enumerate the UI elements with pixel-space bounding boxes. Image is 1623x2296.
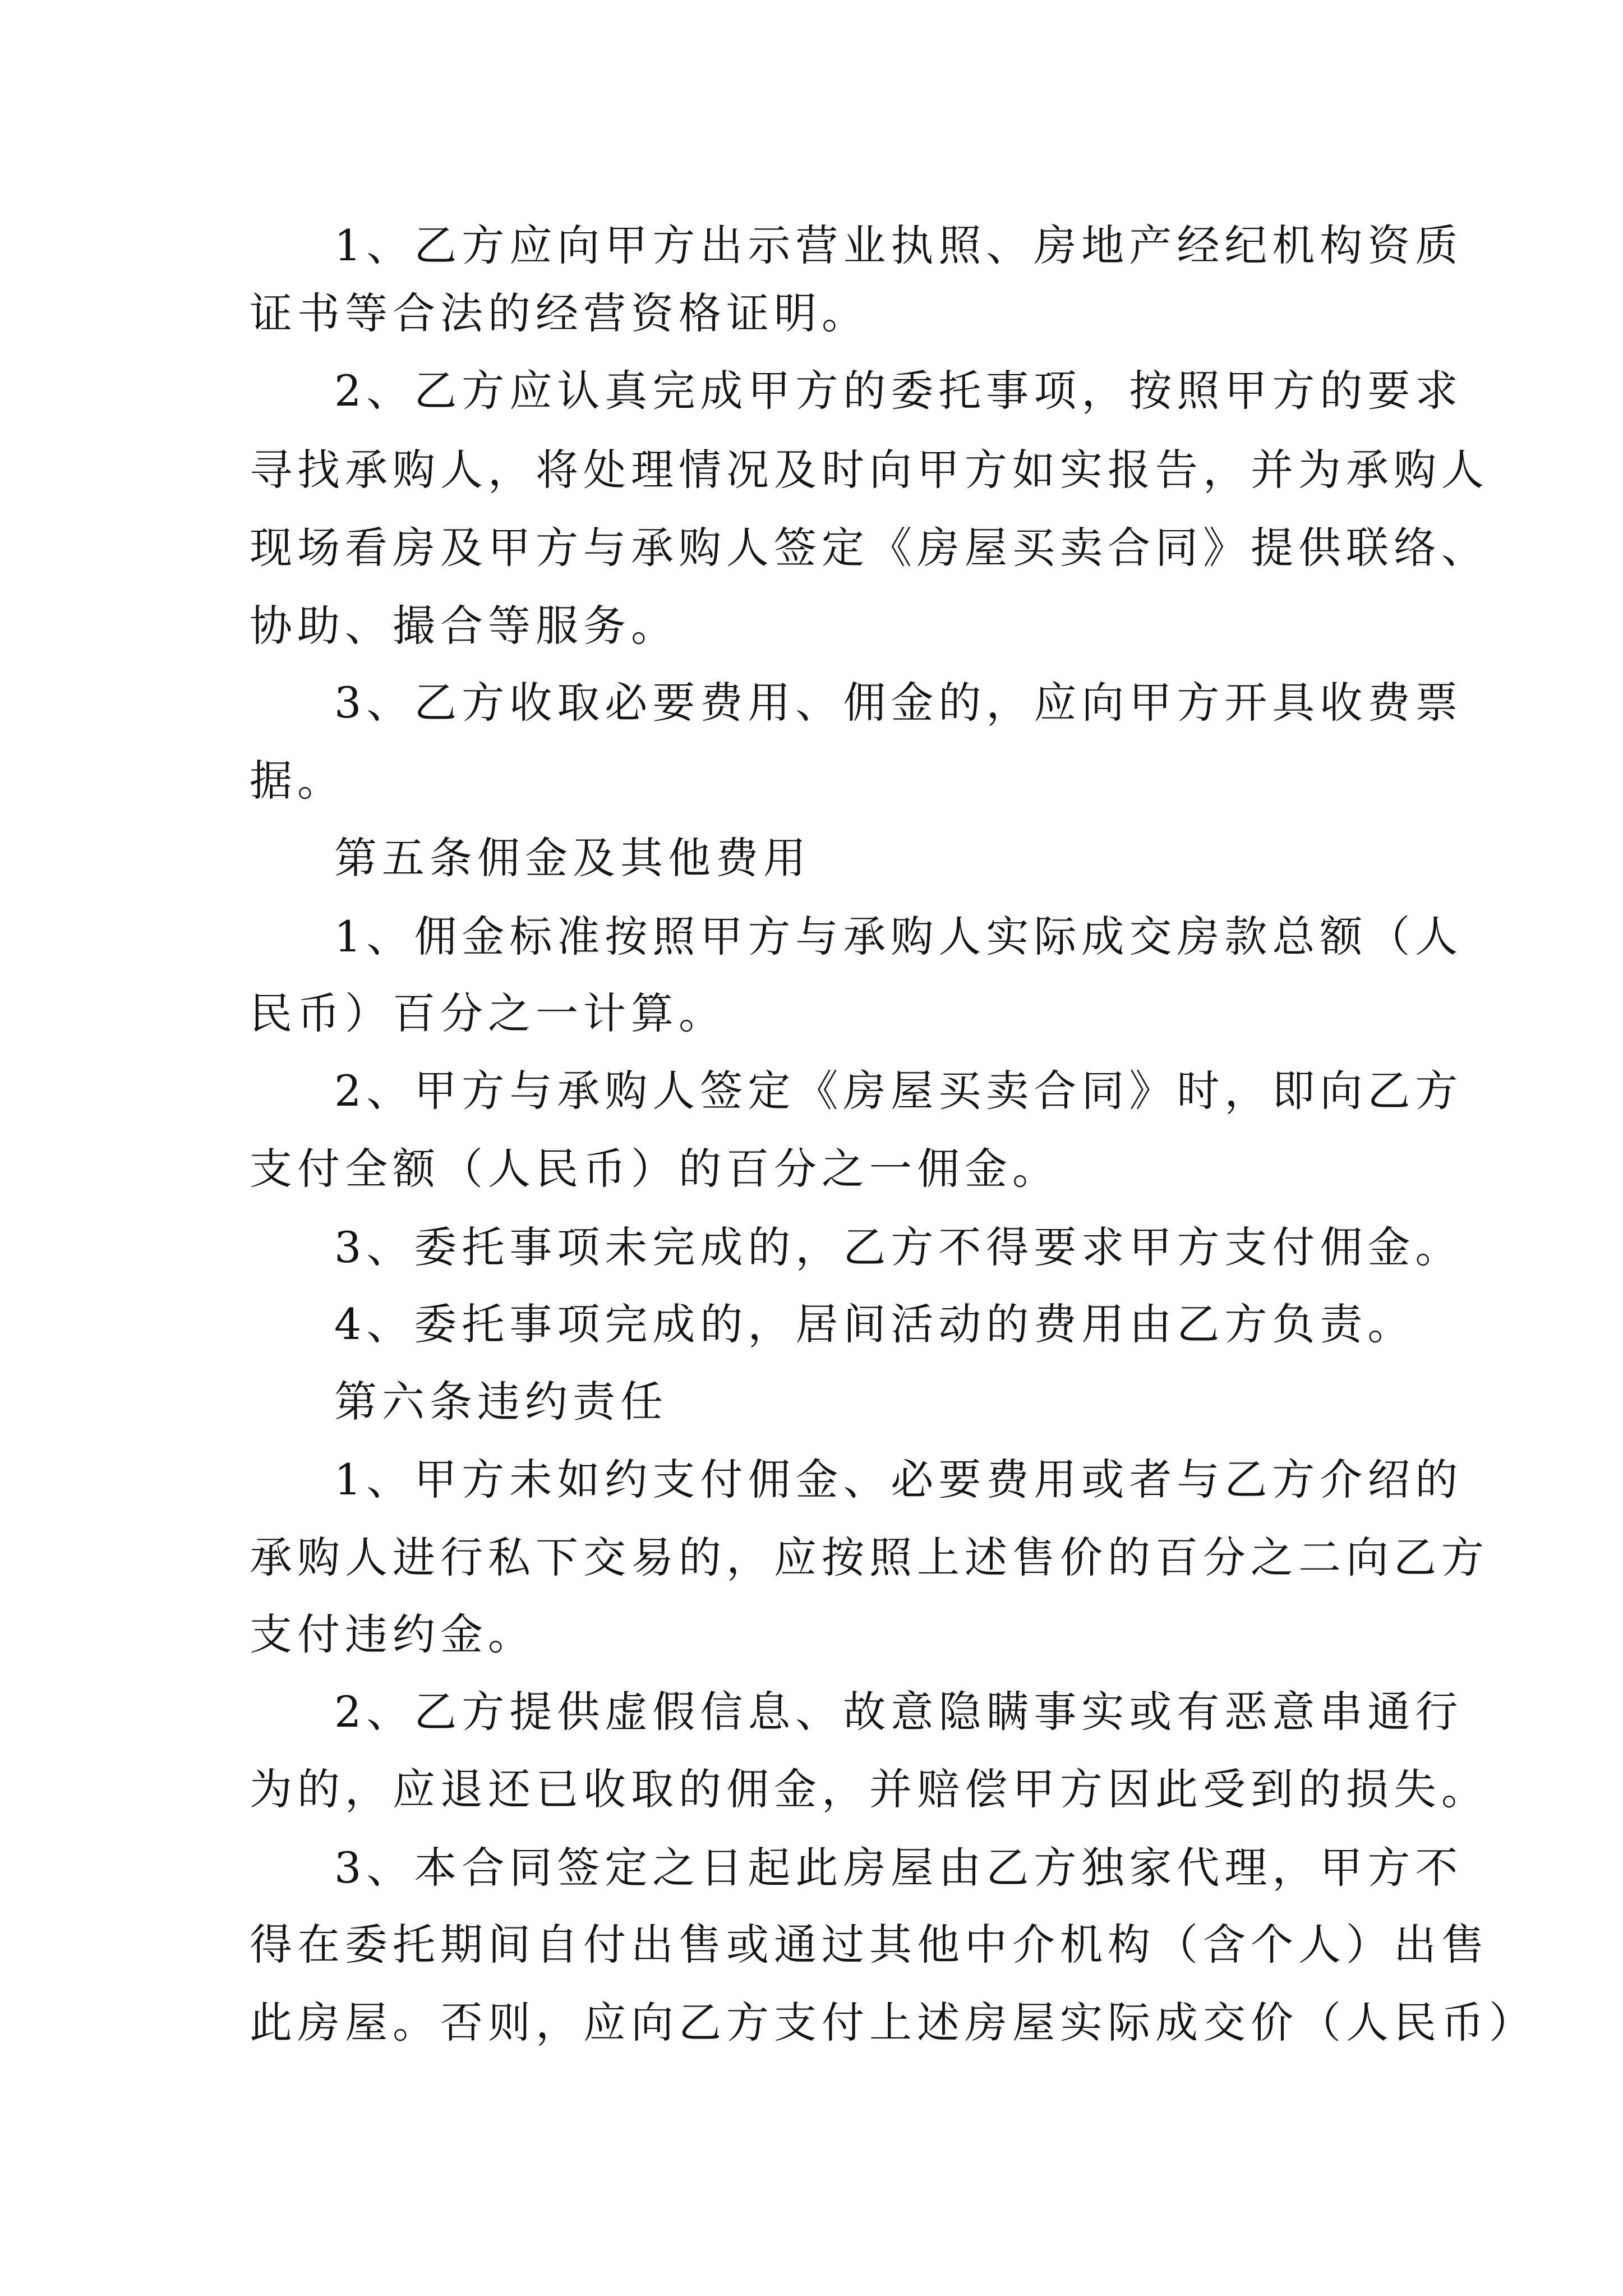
text-line: 支付全额（人民币）的百分之一佣金。 — [250, 1144, 1060, 1194]
text-line: 证书等合法的经营资格证明。 — [250, 288, 869, 338]
section-heading: 第六条违约责任 — [334, 1377, 668, 1427]
text-line: 3、本合同签定之日起此房屋由乙方独家代理，甲方不 — [334, 1843, 1463, 1893]
text-line: 承购人进行私下交易的，应按照上述售价的百分之二向乙方 — [250, 1533, 1489, 1582]
text-line: 2、乙方应认真完成甲方的委托事项，按照甲方的要求 — [334, 366, 1463, 416]
text-line: 1、乙方应向甲方出示营业执照、房地产经纪机构资质 — [334, 220, 1463, 270]
text-line: 为的，应退还已收取的佣金，并赔偿甲方因此受到的损失。 — [250, 1764, 1489, 1814]
text-line: 1、佣金标准按照甲方与承购人实际成交房款总额（人 — [334, 912, 1463, 961]
text-line: 1、甲方未如约支付佣金、必要费用或者与乙方介绍的 — [334, 1455, 1463, 1504]
text-line: 协助、撮合等服务。 — [250, 601, 679, 651]
text-line: 支付违约金。 — [250, 1609, 536, 1659]
text-line: 2、乙方提供虚假信息、故意隐瞒事实或有恶意串通行 — [334, 1687, 1463, 1737]
text-line: 3、委托事项未完成的，乙方不得要求甲方支付佣金。 — [334, 1222, 1463, 1272]
text-line: 民币）百分之一计算。 — [250, 988, 726, 1038]
text-line: 据。 — [250, 756, 345, 806]
text-line: 现场看房及甲方与承购人签定《房屋买卖合同》提供联络、 — [250, 523, 1489, 573]
text-line: 得在委托期间自付出售或通过其他中介机构（含个人）出售 — [250, 1920, 1489, 1970]
text-line: 此房屋。否则，应向乙方支付上述房屋实际成交价（人民币） — [250, 1998, 1537, 2047]
text-line: 4、委托事项完成的，居间活动的费用由乙方负责。 — [334, 1299, 1415, 1349]
text-line: 寻找承购人，将处理情况及时向甲方如实报告，并为承购人 — [250, 445, 1489, 495]
text-line: 3、乙方收取必要费用、佣金的，应向甲方开具收费票 — [334, 678, 1463, 728]
section-heading: 第五条佣金及其他费用 — [334, 833, 811, 883]
text-line: 2、甲方与承购人签定《房屋买卖合同》时，即向乙方 — [334, 1066, 1463, 1116]
